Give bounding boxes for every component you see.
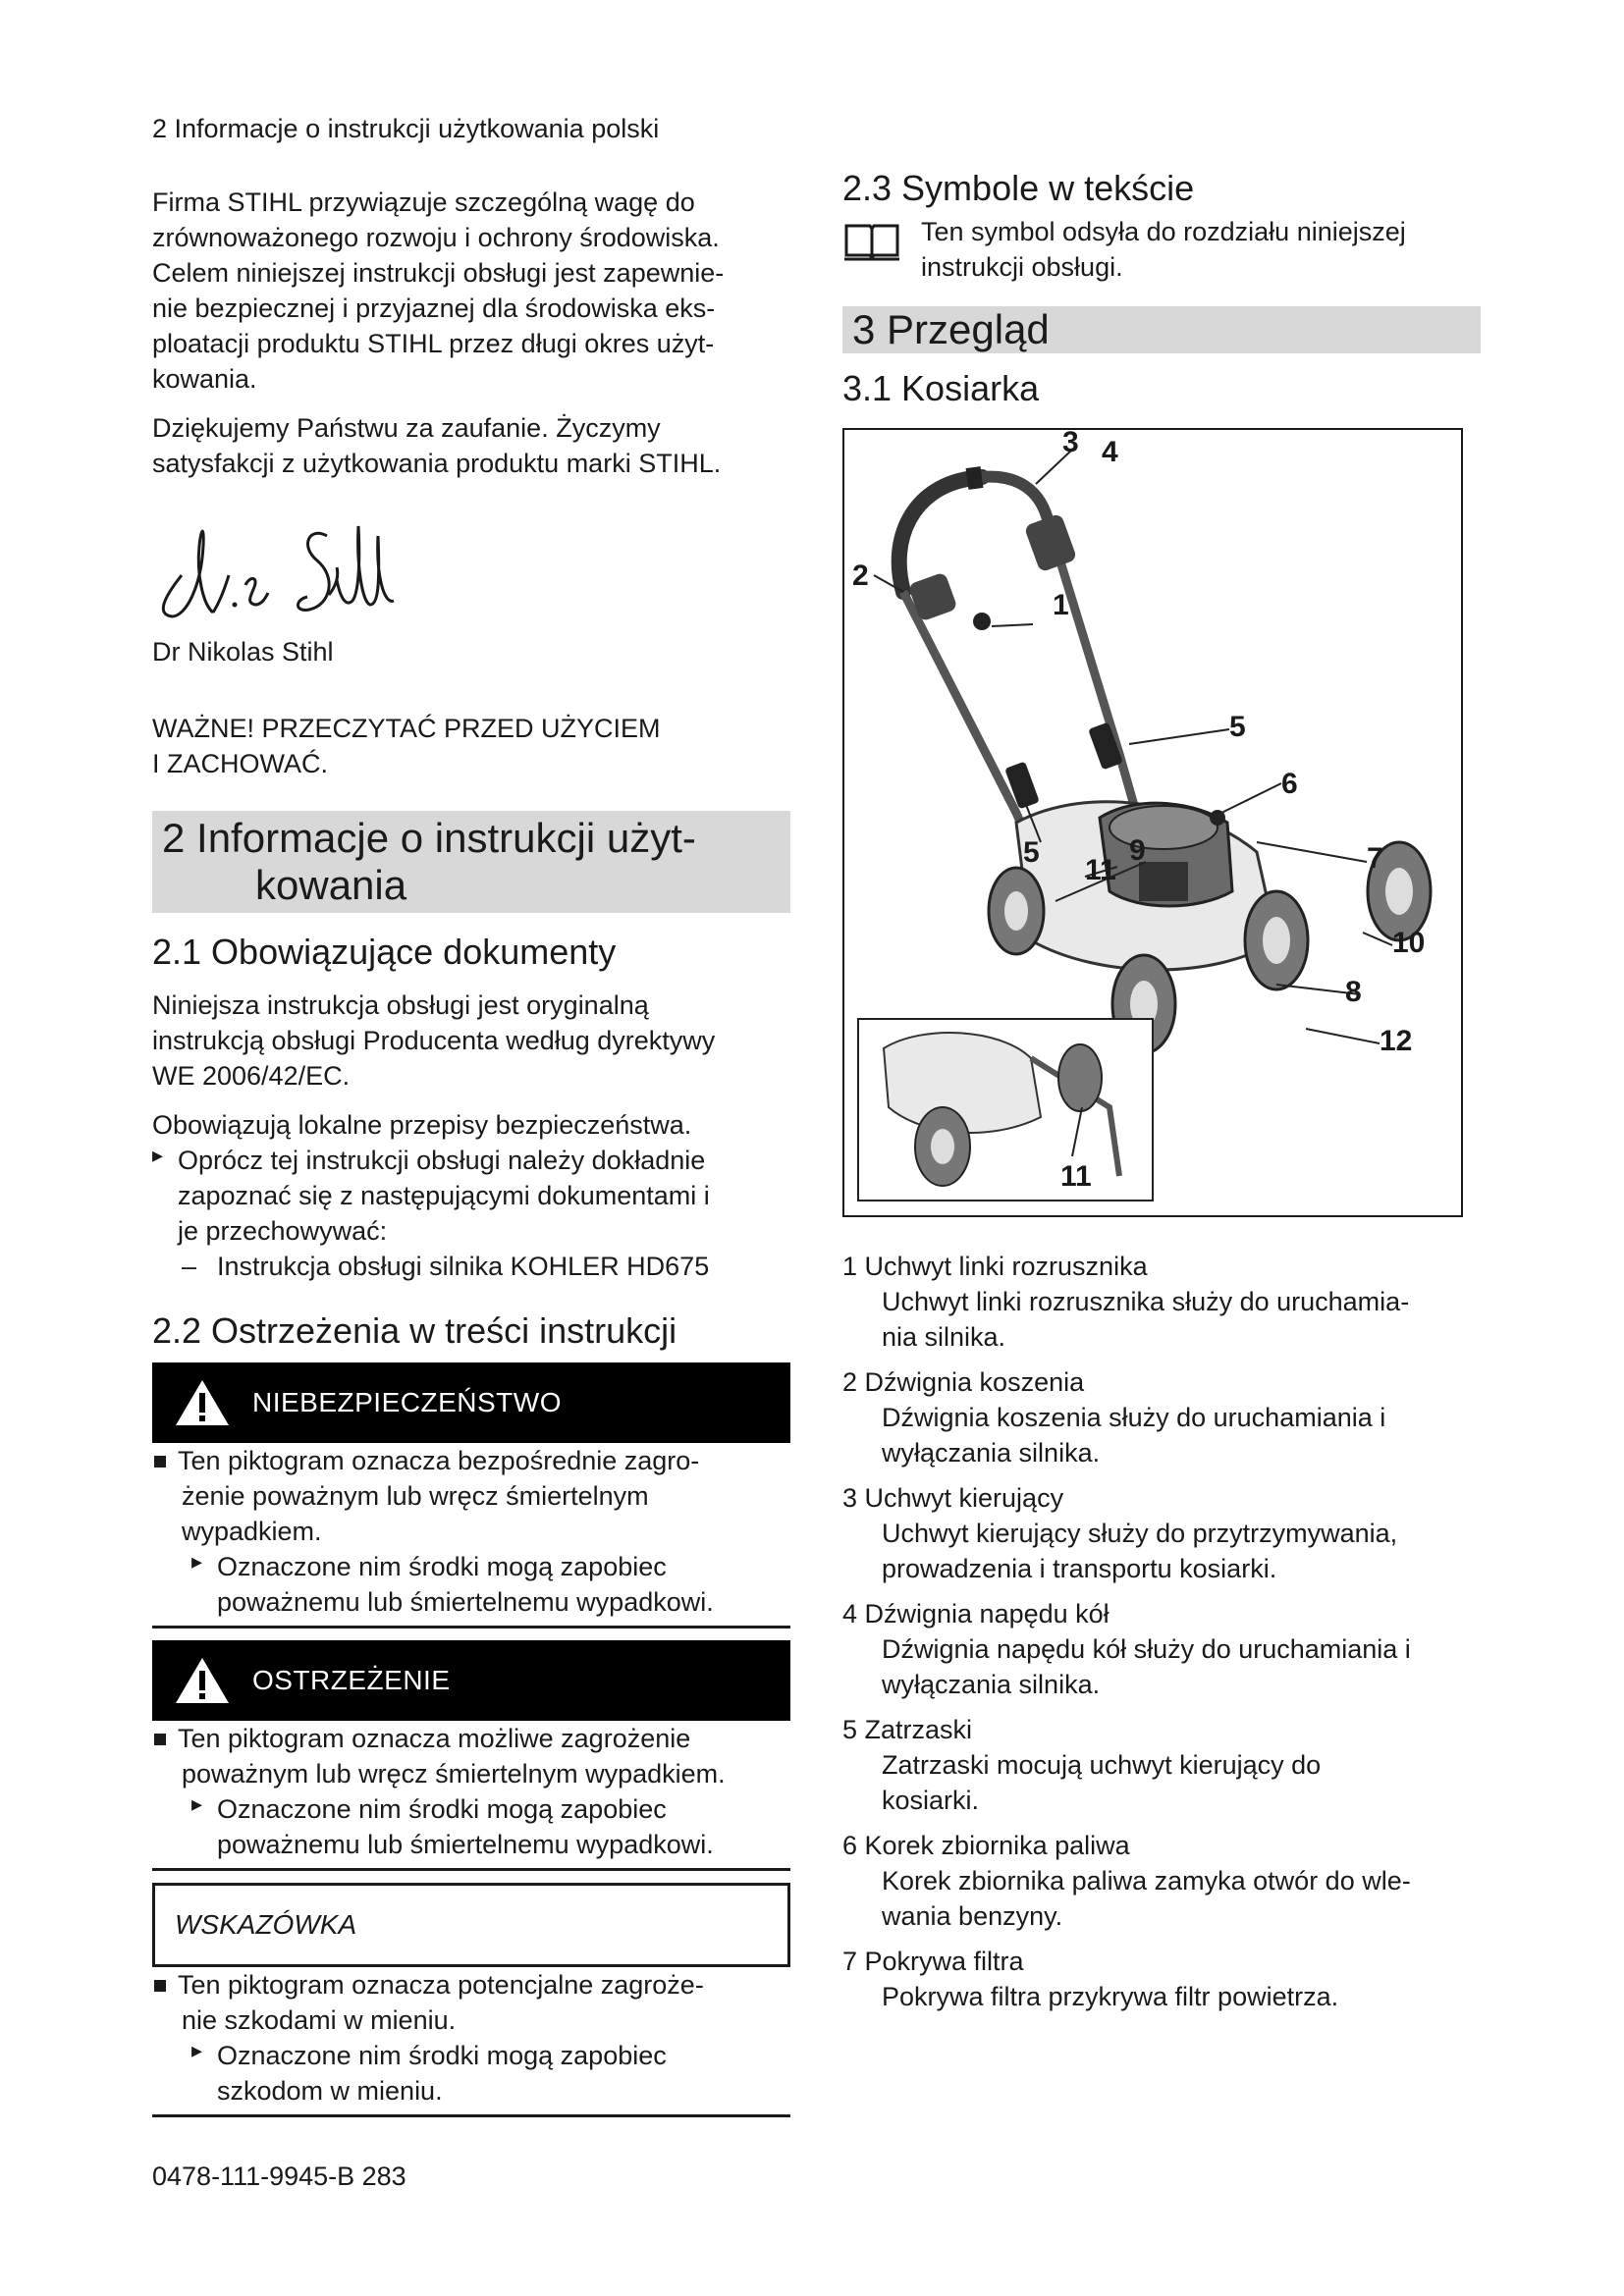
section-3-1-title: 3.1 Kosiarka <box>842 368 1040 408</box>
callout-5a: 5 <box>1229 711 1246 743</box>
legend-item: 2 Dźwignia koszenia Dźwignia koszenia służy do uruchamiania i wyłączania silnika. <box>842 1367 1386 1468</box>
figure-legend <box>842 1249 1481 2014</box>
warning-box <box>152 1640 790 1721</box>
signature-image <box>152 507 407 624</box>
symbol-description: Ten symbol odsyła do rozdziału niniejszej instrukcji obsługi. <box>921 217 1406 282</box>
callout-9: 9 <box>1129 834 1146 867</box>
callout-1: 1 <box>1053 589 1069 621</box>
legend-item: 3 Uchwyt kierujący Uchwyt kierujący służy do przytrzymywania, prowadzenia i transportu kosiarki. <box>842 1483 1398 1583</box>
callout-11a: 11 <box>1085 854 1116 886</box>
note-content <box>152 1967 790 2117</box>
section-2-2-title: 2.2 Ostrzeżenia w treści instrukcji <box>152 1310 677 1351</box>
note-label: WSKAZÓWKA <box>175 1909 357 1940</box>
s21-bullet: ▸ Oprócz tej instrukcji obsługi należy dokładnie zapoznać się z następującymi dokumentami i je przechowywać: <box>152 1143 790 1249</box>
thanks-paragraph: Dziękujemy Państwu za zaufanie. Życzymy satysfakcji z użytkowania produktu marki STIHL. <box>152 413 722 478</box>
note-item: Ten piktogram oznacza potencjalne zagroże- nie szkodami w mieniu. <box>152 1967 790 2038</box>
danger-label: NIEBEZPIECZEŃSTWO <box>252 1387 562 1417</box>
right-column <box>842 167 1481 2024</box>
note-sub-item: ▸ Oznaczone nim środki mogą zapobiec szkodom w mieniu. <box>152 2038 790 2109</box>
callout-6: 6 <box>1281 768 1298 800</box>
callout-5b: 5 <box>1023 836 1040 869</box>
note-box <box>152 1883 790 1967</box>
callout-2: 2 <box>852 560 869 592</box>
warning-triangle-icon <box>174 1377 231 1428</box>
s21-dash-item: – Instrukcja obsługi silnika KOHLER HD675 <box>152 1249 790 1284</box>
page-header: 2 Informacje o instrukcji użytkowania polski <box>152 114 660 143</box>
chapter-3-title: 3 Przegląd <box>842 306 1481 353</box>
chapter-2-title: 2 Informacje o instrukcji użyt- kowania <box>152 811 790 913</box>
callout-7: 7 <box>1367 842 1383 875</box>
legend-item: 1 Uchwyt linki rozrusznika Uchwyt linki rozrusznika służy do uruchamia- nia silnika. <box>842 1252 1410 1352</box>
legend-item: 6 Korek zbiornika paliwa Korek zbiornika paliwa zamyka otwór do wle- wania benzyny. <box>842 1831 1411 1931</box>
warning-label: OSTRZEŻENIE <box>252 1665 451 1695</box>
callout-11b: 11 <box>1060 1160 1092 1193</box>
danger-content <box>152 1443 790 1629</box>
section-2-3-title: 2.3 Symbole w tekście <box>842 168 1195 208</box>
legend-item: 7 Pokrywa filtra Pokrywa filtra przykrywa filtr powietrza. <box>842 1947 1339 2011</box>
signature <box>152 507 790 624</box>
legend-item: 5 Zatrzaski Zatrzaski mocują uchwyt kierujący do kosiarki. <box>842 1715 1322 1815</box>
callout-3: 3 <box>1062 430 1079 458</box>
callout-10: 10 <box>1392 927 1426 959</box>
symbol-row <box>842 214 1481 285</box>
s21-regulations: Obowiązują lokalne przepisy bezpieczeństwa. <box>152 1110 692 1140</box>
callout-4: 4 <box>1102 436 1118 468</box>
callout-12: 12 <box>1380 1025 1413 1057</box>
important-notice: WAŻNE! PRZECZYTAĆ PRZED UŻYCIEM I ZACHOWAĆ. <box>152 714 661 778</box>
legend-item: 4 Dźwignia napędu kół Dźwignia napędu kół służy do uruchamiania i wyłączania silnika. <box>842 1599 1411 1699</box>
intro-paragraph: Firma STIHL przywiązuje szczególną wagę do zrównoważonego rozwoju i ochrony środowiska. Celem niniejszej instrukcji obsługi jest zapewnie- nie bezpiecznej i przyjaznej dla środowiska eks- ploatacji produktu STIHL przez długi okres użyt- kowania. <box>152 187 725 394</box>
signer-name: Dr Nikolas Stihl <box>152 637 334 667</box>
danger-item: Ten piktogram oznacza bezpośrednie zagro- żenie poważnym lub wręcz śmiertelnym wypadkiem. <box>152 1443 790 1549</box>
danger-sub-item: ▸ Oznaczone nim środki mogą zapobiec poważnemu lub śmiertelnemu wypadkowi. <box>152 1549 790 1620</box>
warning-triangle-icon <box>174 1655 231 1706</box>
warning-sub-item: ▸ Oznaczone nim środki mogą zapobiec poważnemu lub śmiertelnemu wypadkowi. <box>152 1791 790 1862</box>
book-icon <box>842 220 901 263</box>
danger-box <box>152 1362 790 1443</box>
warning-item: Ten piktogram oznacza możliwe zagrożenie poważnym lub wręcz śmiertelnym wypadkiem. <box>152 1721 790 1791</box>
lawnmower-illustration <box>844 430 1461 1215</box>
s21-paragraph: Niniejsza instrukcja obsługi jest oryginalną instrukcją obsługi Producenta według dyrektywy WE 2006/42/EC. <box>152 990 716 1091</box>
callout-8: 8 <box>1345 976 1362 1008</box>
lawnmower-figure <box>842 428 1463 1217</box>
page-footer: 0478-111-9945-B 283 <box>152 2162 406 2191</box>
warning-content <box>152 1721 790 1871</box>
section-2-1-title: 2.1 Obowiązujące dokumenty <box>152 932 617 972</box>
left-column <box>152 185 790 2129</box>
